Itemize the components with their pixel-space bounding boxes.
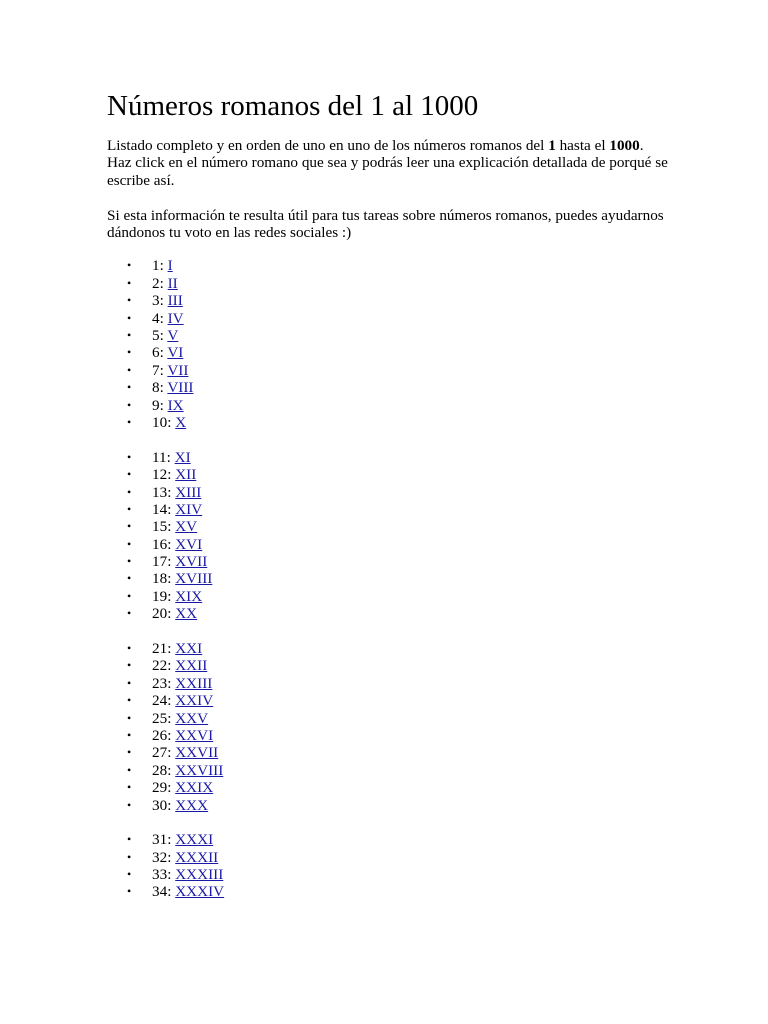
list-item: • 18: XVIII	[127, 570, 213, 588]
roman-numeral-link[interactable]: XXVIII	[175, 761, 224, 779]
arabic-number: 32	[152, 848, 168, 866]
roman-numeral-link[interactable]: XXXIV	[175, 883, 225, 901]
roman-numeral-link[interactable]: XII	[175, 466, 197, 484]
bullet-icon: •	[127, 727, 132, 742]
bullet-icon: •	[127, 449, 132, 464]
arabic-number: 23	[152, 674, 168, 692]
list-item: • 6: VI	[127, 344, 184, 362]
arabic-number: 2	[152, 274, 160, 292]
bullet-icon: •	[127, 745, 132, 760]
list-item: • 26: XXVI	[127, 726, 214, 744]
bullet-icon: •	[127, 658, 132, 673]
bullet-icon: •	[127, 362, 132, 377]
bullet-icon: •	[127, 258, 132, 273]
arabic-number: 15	[152, 518, 168, 536]
list-item: • 4: IV	[127, 309, 184, 327]
bullet-icon: •	[127, 501, 132, 516]
arabic-number: 4	[152, 309, 160, 327]
bullet-icon: •	[127, 414, 132, 429]
roman-numeral-link[interactable]: XXXI	[175, 831, 214, 849]
arabic-number: 25	[152, 709, 168, 727]
roman-numeral-link[interactable]: XXVI	[175, 726, 214, 744]
roman-numeral-link[interactable]: IX	[167, 396, 184, 414]
bullet-icon: •	[127, 675, 132, 690]
roman-numeral-link[interactable]: I	[167, 257, 173, 275]
roman-numeral-link[interactable]: XXII	[175, 657, 208, 675]
roman-numeral-link[interactable]: XV	[175, 518, 198, 536]
arabic-number: 12	[152, 466, 168, 484]
bullet-icon: •	[127, 849, 132, 864]
arabic-number: 18	[152, 570, 168, 588]
roman-numeral-link[interactable]: XXI	[175, 640, 203, 658]
list-item: • 33: XXXIII	[127, 866, 224, 884]
list-item: • 25: XXV	[127, 709, 209, 727]
list-item: • 5: V	[127, 326, 179, 344]
roman-numeral-link[interactable]: XIV	[175, 500, 203, 518]
intro-text-start: Listado completo y en orden de uno en uno de los números romanos del	[107, 137, 549, 154]
bullet-icon: •	[127, 345, 132, 360]
list-item: • 29: XXIX	[127, 779, 214, 797]
page-title: Números romanos del 1 al 1000	[107, 90, 479, 122]
arabic-number: 16	[152, 535, 168, 553]
arabic-number: 27	[152, 744, 168, 762]
list-item: • 3: III	[127, 292, 183, 310]
roman-numeral-link[interactable]: II	[167, 274, 178, 292]
numeral-list-group	[107, 257, 677, 431]
arabic-number: 31	[152, 831, 168, 849]
page-content	[107, 86, 677, 901]
bullet-icon: •	[127, 588, 132, 603]
bullet-icon: •	[127, 293, 132, 308]
arabic-number: 22	[152, 657, 168, 675]
arabic-number: 3	[152, 292, 160, 310]
roman-numeral-link[interactable]: XXVII	[175, 744, 219, 762]
arabic-number: 29	[152, 779, 168, 797]
list-item: • 19: XIX	[127, 587, 203, 605]
intro-paragraph	[107, 137, 677, 189]
roman-numeral-link[interactable]: XVII	[175, 553, 208, 571]
list-item: • 31: XXXI	[127, 831, 214, 849]
bullet-icon: •	[127, 867, 132, 882]
roman-numeral-lists	[107, 257, 677, 900]
bullet-icon: •	[127, 327, 132, 342]
roman-numeral-link[interactable]: V	[167, 326, 179, 344]
bullet-icon: •	[127, 554, 132, 569]
roman-numeral-link[interactable]: XVI	[175, 535, 203, 553]
roman-numeral-link[interactable]: XIX	[175, 587, 203, 605]
list-item: • 28: XXVIII	[127, 761, 224, 779]
roman-numeral-link[interactable]: IV	[167, 309, 184, 327]
roman-numeral-link[interactable]: XXIX	[175, 779, 214, 797]
roman-numeral-link[interactable]: XXIV	[175, 692, 214, 710]
arabic-number: 20	[152, 605, 168, 623]
bullet-icon: •	[127, 710, 132, 725]
list-item: • 12: XII	[127, 466, 197, 484]
bullet-icon: •	[127, 467, 132, 482]
numeral-list-group	[107, 831, 677, 901]
arabic-number: 13	[152, 483, 168, 501]
intro-range-start: 1	[548, 137, 556, 154]
bullet-icon: •	[127, 519, 132, 534]
numeral-list-group	[107, 449, 677, 623]
intro-range-end: 1000	[609, 137, 640, 154]
arabic-number: 10	[152, 413, 168, 431]
list-item: • 27: XXVII	[127, 744, 219, 762]
roman-numeral-link[interactable]: XXV	[175, 709, 209, 727]
list-item: • 16: XVI	[127, 535, 203, 553]
bullet-icon: •	[127, 884, 132, 899]
list-item: • 7: VII	[127, 361, 189, 379]
arabic-number: 24	[152, 692, 168, 710]
list-item: • 34: XXXIV	[127, 883, 225, 901]
roman-numeral-link[interactable]: VII	[167, 361, 189, 379]
arabic-number: 9	[152, 396, 160, 414]
list-item: • 9: IX	[127, 396, 184, 414]
list-item: • 14: XIV	[127, 500, 203, 518]
arabic-number: 17	[152, 553, 168, 571]
list-item: • 15: XV	[127, 518, 198, 536]
list-item: • 11: XI	[127, 448, 191, 466]
arabic-number: 34	[152, 883, 168, 901]
arabic-number: 21	[152, 640, 168, 658]
list-item: • 32: XXXII	[127, 848, 219, 866]
roman-numeral-link[interactable]: XVIII	[175, 570, 213, 588]
list-item: • 8: VIII	[127, 379, 194, 397]
list-item: • 17: XVII	[127, 553, 208, 571]
roman-numeral-link[interactable]: III	[167, 292, 183, 310]
arabic-number: 33	[152, 866, 168, 884]
roman-numeral-link[interactable]: XI	[174, 448, 191, 466]
list-item: • 20: XX	[127, 605, 198, 623]
numeral-list-group	[107, 640, 677, 814]
list-item: • 1: I	[127, 257, 173, 275]
arabic-number: 28	[152, 761, 168, 779]
bullet-icon: •	[127, 762, 132, 777]
arabic-number: 1	[152, 257, 160, 275]
roman-numeral-link[interactable]: XXXII	[175, 848, 219, 866]
help-paragraph: Si esta información te resulta útil para tus tareas sobre números romanos, puedes ayudarnos dándonos tu voto en las redes sociales :)	[107, 206, 664, 242]
arabic-number: 8	[152, 379, 160, 397]
roman-numeral-link[interactable]: XIII	[175, 483, 202, 501]
bullet-icon: •	[127, 797, 132, 812]
bullet-icon: •	[127, 641, 132, 656]
list-item: • 13: XIII	[127, 483, 202, 501]
arabic-number: 6	[152, 344, 160, 362]
roman-numeral-link[interactable]: VI	[167, 344, 184, 362]
bullet-icon: •	[127, 484, 132, 499]
roman-numeral-link[interactable]: XXIII	[175, 674, 213, 692]
roman-numeral-link[interactable]: XXXIII	[175, 866, 224, 884]
arabic-number: 30	[152, 796, 168, 814]
intro-instructions: Haz click en el número romano que sea y podrás leer una explicación detallada de porqué se escribe así.	[107, 154, 668, 189]
bullet-icon: •	[127, 780, 132, 795]
arabic-number: 11	[152, 448, 167, 466]
list-item: • 30: XXX	[127, 796, 209, 814]
arabic-number: 5	[152, 326, 160, 344]
bullet-icon: •	[127, 397, 132, 412]
bullet-icon: •	[127, 606, 132, 621]
bullet-icon: •	[127, 380, 132, 395]
list-item: • 23: XXIII	[127, 674, 213, 692]
roman-numeral-link[interactable]: XXX	[175, 796, 209, 814]
arabic-number: 7	[152, 361, 160, 379]
intro-text-end: .	[639, 137, 644, 154]
intro-text-middle: hasta el	[555, 137, 610, 154]
bullet-icon: •	[127, 832, 132, 847]
bullet-icon: •	[127, 536, 132, 551]
bullet-icon: •	[127, 693, 132, 708]
arabic-number: 26	[152, 726, 168, 744]
bullet-icon: •	[127, 310, 132, 325]
roman-numeral-link[interactable]: VIII	[167, 379, 194, 397]
arabic-number: 14	[152, 500, 168, 518]
list-item: • 10: X	[127, 413, 187, 431]
list-item: • 2: II	[127, 274, 178, 292]
roman-numeral-link[interactable]: XX	[175, 605, 198, 623]
bullet-icon: •	[127, 571, 132, 586]
list-item: • 21: XXI	[127, 640, 203, 658]
bullet-icon: •	[127, 275, 132, 290]
list-item: • 24: XXIV	[127, 692, 214, 710]
list-item: • 22: XXII	[127, 657, 208, 675]
roman-numeral-link[interactable]: X	[175, 413, 187, 431]
arabic-number: 19	[152, 587, 168, 605]
